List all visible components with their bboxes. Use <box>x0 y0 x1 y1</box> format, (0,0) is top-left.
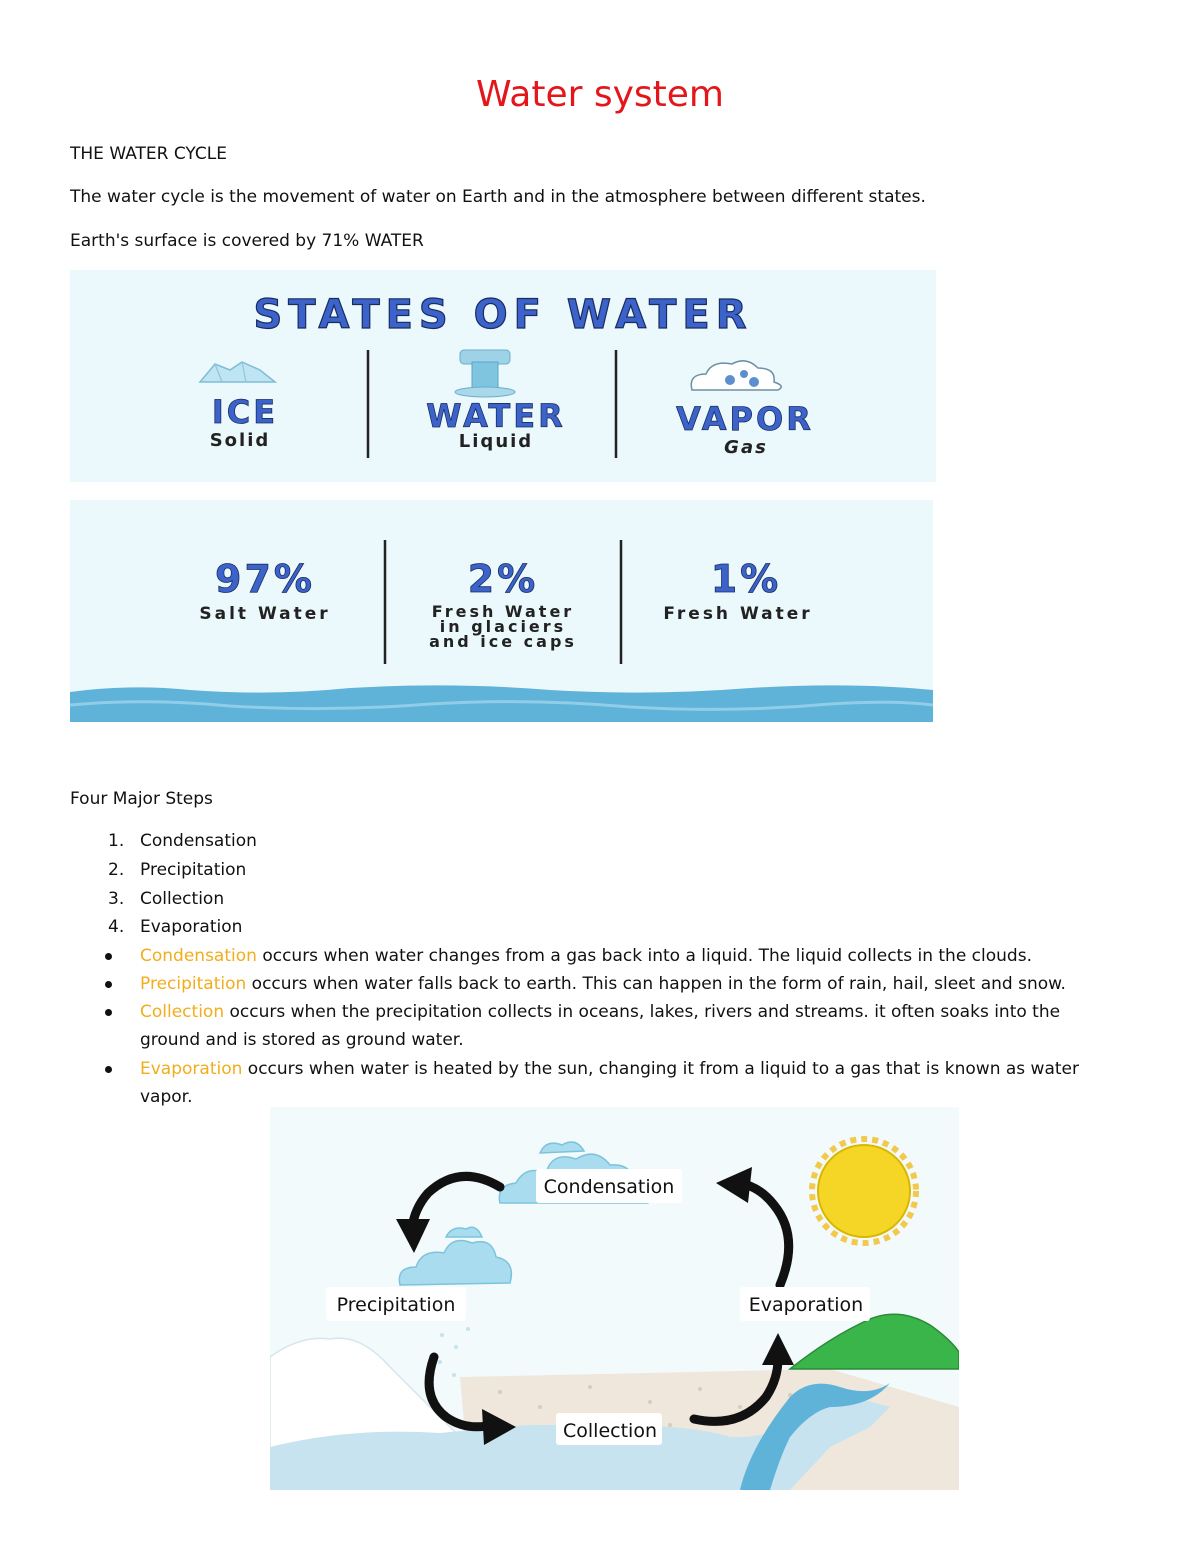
steps-heading: Four Major Steps <box>70 789 213 809</box>
list-number: 4. <box>108 917 125 937</box>
label-condensation: Condensation <box>543 1176 675 1198</box>
list-number: 2. <box>108 860 125 880</box>
keyword-condensation: Condensation <box>140 946 257 966</box>
percent-fresh-label: Fresh Water <box>663 604 813 624</box>
list-number: 1. <box>108 831 125 851</box>
intro-paragraph: The water cycle is the movement of water on Earth and in the atmosphere between different states. <box>70 187 926 207</box>
percent-glacier-label-3: and ice caps <box>429 632 577 651</box>
water-distribution-image <box>70 500 933 722</box>
state-type-vapor: Gas <box>724 437 768 458</box>
percent-glacier-label-1: Fresh Water <box>431 602 575 621</box>
keyword-collection: Collection <box>140 1002 225 1022</box>
keyword-evaporation: Evaporation <box>140 1059 243 1079</box>
ice-icon <box>200 362 275 382</box>
state-type-ice: Solid <box>209 430 271 451</box>
percent-salt-label: Salt Water <box>199 604 331 624</box>
list-label: Collection <box>140 889 225 909</box>
keyword-precipitation: Precipitation <box>140 974 247 994</box>
list-label: Evaporation <box>140 917 243 937</box>
green-hill <box>790 1314 959 1369</box>
waterfall-icon <box>455 350 515 397</box>
state-name-ice: ICE <box>211 393 279 431</box>
document-title: Water system <box>475 74 724 115</box>
bullet-dot <box>105 1066 112 1073</box>
percent-glacier-value: 2% <box>467 557 539 601</box>
percent-fresh-value: 1% <box>710 557 782 601</box>
list-number: 3. <box>108 889 125 909</box>
state-name-water: WATER <box>426 397 566 435</box>
label-evaporation: Evaporation <box>748 1294 864 1316</box>
label-precipitation: Precipitation <box>336 1294 456 1316</box>
bullet-dot <box>105 953 112 960</box>
bullet-dot <box>105 981 112 988</box>
states-title: STATES OF WATER <box>253 292 753 338</box>
surface-fact: Earth's surface is covered by 71% WATER <box>70 231 424 251</box>
list-label: Precipitation <box>140 860 247 880</box>
state-name-vapor: VAPOR <box>676 400 814 438</box>
bullet-text: occurs when water changes from a gas back into a liquid. The liquid collects in the clouds. <box>256 946 1032 966</box>
bullet-text: occurs when the precipitation collects in oceans, lakes, rivers and streams. it often soaks into the ground and is stored as ground water. <box>140 1002 1061 1050</box>
list-label: Condensation <box>140 831 257 851</box>
state-type-water: Liquid <box>458 431 534 452</box>
water-cycle-diagram <box>270 1107 959 1490</box>
cloud-icon <box>691 361 781 390</box>
bullet-dot <box>105 1009 112 1016</box>
bullet-text: occurs when water is heated by the sun, changing it from a liquid to a gas that is known as water vapor. <box>140 1059 1079 1107</box>
label-collection: Collection <box>563 1420 657 1442</box>
states-of-water-image <box>70 270 936 482</box>
bullet-text: occurs when water falls back to earth. This can happen in the form of rain, hail, sleet and snow. <box>246 974 1066 994</box>
sun-icon <box>812 1139 916 1243</box>
section-heading: THE WATER CYCLE <box>70 144 227 164</box>
percent-salt-value: 97% <box>215 557 315 601</box>
percent-glacier-label-2: in glaciers <box>439 617 567 636</box>
